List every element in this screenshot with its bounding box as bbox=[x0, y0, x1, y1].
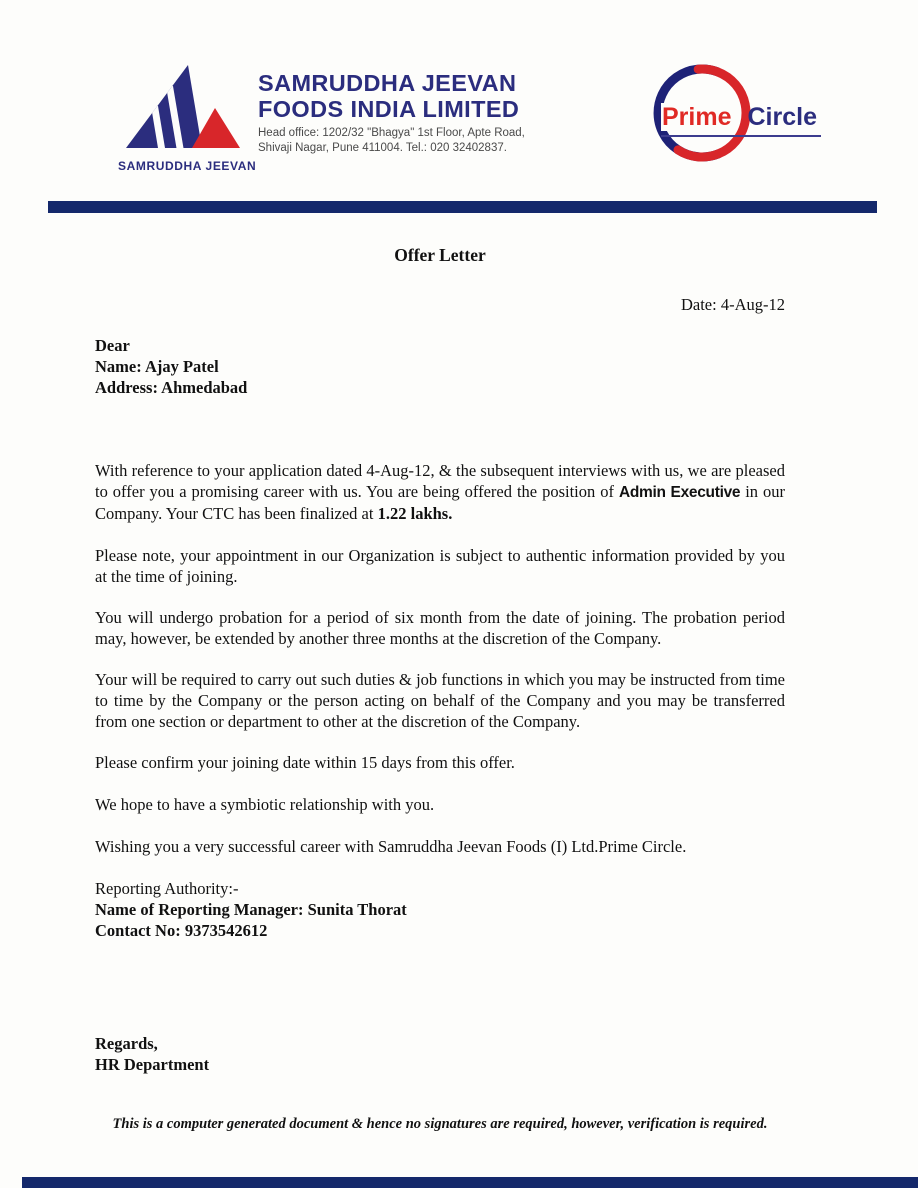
reporting-contact: Contact No: 9373542612 bbox=[95, 921, 268, 940]
letter-body bbox=[95, 0, 785, 1188]
position-title: Admin Executive bbox=[618, 484, 741, 501]
paragraph-duties: Your will be required to carry out such duties & job functions in which you may be instructed from time to time by the Company or the person acting on behalf of the Company and you may be transferred from one section or department to other at the discretion of the Company. bbox=[95, 670, 785, 731]
paragraph-offer-text2: in our Company. Your CTC has been finalized at bbox=[95, 482, 785, 523]
paragraph-symbiotic: We hope to have a symbiotic relationship with you. bbox=[95, 795, 435, 814]
paragraph-authentic-info: Please note, your appointment in our Organization is subject to authentic information provided by you at the time of joining. bbox=[95, 546, 785, 586]
letter-date: Date: 4-Aug-12 bbox=[680, 295, 785, 314]
regards-line: Regards, bbox=[95, 1034, 158, 1053]
salutation: Dear bbox=[95, 336, 130, 355]
company-name-line1: SAMRUDDHA JEEVAN bbox=[258, 70, 517, 96]
closing-block bbox=[95, 1033, 785, 1075]
reporting-authority-label: Reporting Authority:- bbox=[95, 879, 239, 898]
paragraph-joining-date: Please confirm your joining date within 15 days from this offer. bbox=[95, 753, 515, 772]
logo-caption: SAMRUDDHA JEEVAN bbox=[118, 159, 257, 173]
paragraph-offer-text1: With reference to your application dated 4-Aug-12, & the subsequent interviews with us, we are pleased to offer you a promising career with us. You are being offered the position of bbox=[95, 461, 785, 501]
recipient-name: Name: Ajay Patel bbox=[95, 357, 219, 376]
ctc-value: 1.22 lakhs. bbox=[377, 504, 453, 523]
paragraph-offer bbox=[95, 460, 785, 524]
department-line: HR Department bbox=[95, 1055, 210, 1074]
reporting-block bbox=[95, 878, 785, 941]
paragraph-probation: You will undergo probation for a period of six month from the date of joining. The probation period may, however, be extended by another three months at the discretion of the Company. bbox=[95, 608, 785, 648]
recipient-address: Address: Ahmedabad bbox=[95, 378, 248, 397]
prime-word: Prime bbox=[661, 103, 734, 131]
company-address-line1: Head office: 1202/32 "Bhagya" 1st Floor, Apte Road, bbox=[258, 127, 525, 139]
computer-generated-note: This is a computer generated document & hence no signatures are required, however, verification is required. bbox=[112, 1116, 768, 1132]
company-name-line2: FOODS INDIA LIMITED bbox=[258, 96, 520, 122]
reporting-manager: Name of Reporting Manager: Sunita Thorat bbox=[95, 900, 407, 919]
circle-word: Circle bbox=[747, 103, 817, 131]
paragraph-wishing: Wishing you a very successful career with Samruddha Jeevan Foods (I) Ltd.Prime Circle. bbox=[95, 837, 687, 856]
letter-title: Offer Letter bbox=[394, 245, 486, 265]
company-address-line2: Shivaji Nagar, Pune 411004. Tel.: 020 32402837. bbox=[258, 141, 507, 154]
recipient-block bbox=[95, 335, 785, 398]
